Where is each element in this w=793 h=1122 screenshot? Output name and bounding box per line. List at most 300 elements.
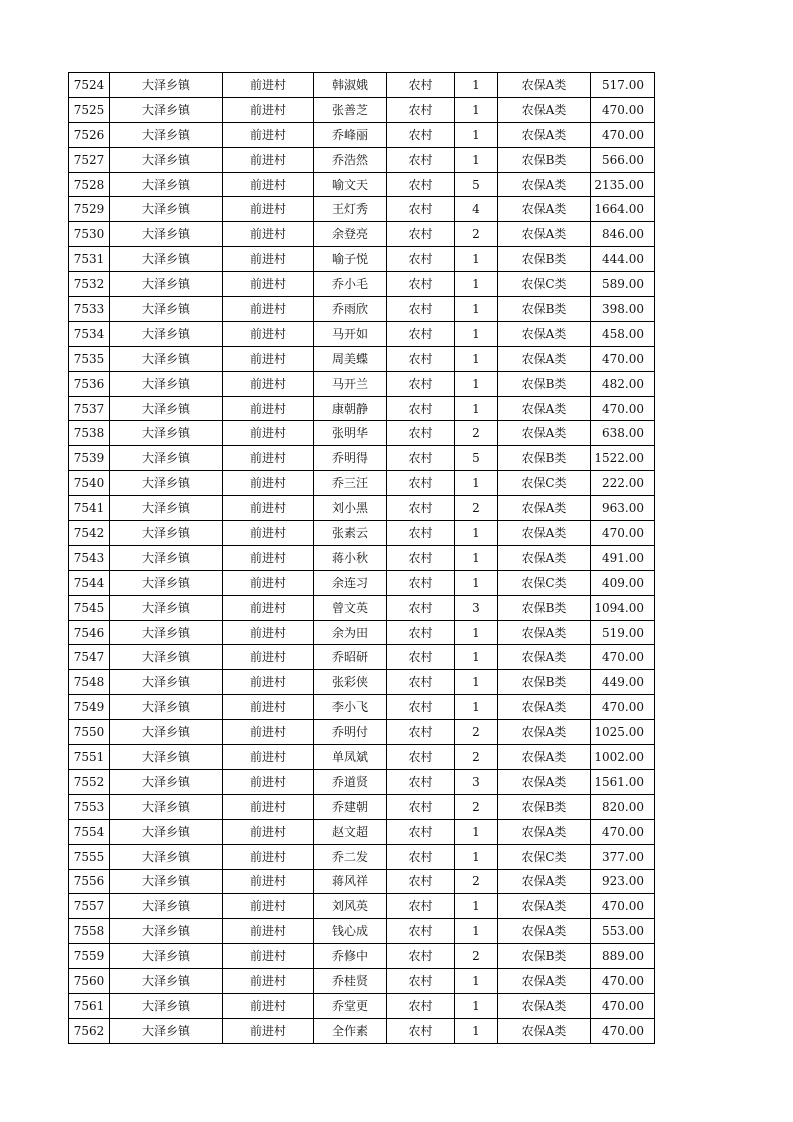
cell-township: 大泽乡镇 (110, 122, 223, 147)
cell-insurance-category: 农保A类 (498, 645, 591, 670)
cell-insurance-category: 农保B类 (498, 944, 591, 969)
cell-serial-number: 7556 (69, 869, 110, 894)
cell-household-type: 农村 (387, 297, 455, 322)
cell-household-type: 农村 (387, 346, 455, 371)
cell-person-name: 王灯秀 (314, 197, 387, 222)
cell-village: 前进村 (223, 819, 314, 844)
cell-serial-number: 7529 (69, 197, 110, 222)
cell-household-type: 农村 (387, 993, 455, 1018)
cell-amount: 2135.00 (591, 172, 655, 197)
cell-township: 大泽乡镇 (110, 172, 223, 197)
cell-serial-number: 7541 (69, 496, 110, 521)
cell-member-count: 1 (455, 471, 498, 496)
cell-amount: 638.00 (591, 421, 655, 446)
cell-amount: 1664.00 (591, 197, 655, 222)
cell-insurance-category: 农保C类 (498, 471, 591, 496)
cell-township: 大泽乡镇 (110, 944, 223, 969)
cell-village: 前进村 (223, 272, 314, 297)
cell-household-type: 农村 (387, 794, 455, 819)
cell-township: 大泽乡镇 (110, 695, 223, 720)
cell-township: 大泽乡镇 (110, 446, 223, 471)
cell-household-type: 农村 (387, 545, 455, 570)
cell-household-type: 农村 (387, 720, 455, 745)
table-row (69, 421, 655, 446)
cell-household-type: 农村 (387, 894, 455, 919)
cell-township: 大泽乡镇 (110, 720, 223, 745)
table-row (69, 147, 655, 172)
cell-village: 前进村 (223, 97, 314, 122)
cell-household-type: 农村 (387, 97, 455, 122)
cell-household-type: 农村 (387, 969, 455, 994)
cell-insurance-category: 农保A类 (498, 222, 591, 247)
table-row (69, 993, 655, 1018)
cell-serial-number: 7524 (69, 73, 110, 98)
cell-insurance-category: 农保A类 (498, 819, 591, 844)
cell-serial-number: 7555 (69, 844, 110, 869)
cell-person-name: 乔建朝 (314, 794, 387, 819)
cell-serial-number: 7535 (69, 346, 110, 371)
cell-village: 前进村 (223, 521, 314, 546)
cell-township: 大泽乡镇 (110, 272, 223, 297)
cell-serial-number: 7548 (69, 670, 110, 695)
cell-household-type: 农村 (387, 73, 455, 98)
table-row (69, 197, 655, 222)
table-row (69, 769, 655, 794)
cell-member-count: 1 (455, 521, 498, 546)
cell-village: 前进村 (223, 396, 314, 421)
cell-household-type: 农村 (387, 247, 455, 272)
cell-serial-number: 7534 (69, 321, 110, 346)
cell-township: 大泽乡镇 (110, 222, 223, 247)
cell-person-name: 余为田 (314, 620, 387, 645)
table-row (69, 695, 655, 720)
cell-insurance-category: 农保A类 (498, 421, 591, 446)
cell-insurance-category: 农保C类 (498, 272, 591, 297)
cell-serial-number: 7536 (69, 371, 110, 396)
cell-insurance-category: 农保A类 (498, 869, 591, 894)
cell-amount: 1025.00 (591, 720, 655, 745)
cell-person-name: 乔明付 (314, 720, 387, 745)
table-row (69, 346, 655, 371)
cell-village: 前进村 (223, 869, 314, 894)
cell-household-type: 农村 (387, 172, 455, 197)
cell-village: 前进村 (223, 919, 314, 944)
cell-insurance-category: 农保B类 (498, 446, 591, 471)
cell-township: 大泽乡镇 (110, 844, 223, 869)
table-row (69, 122, 655, 147)
cell-household-type: 农村 (387, 521, 455, 546)
cell-village: 前进村 (223, 993, 314, 1018)
table-body (69, 73, 655, 1044)
cell-member-count: 5 (455, 172, 498, 197)
cell-serial-number: 7545 (69, 595, 110, 620)
cell-township: 大泽乡镇 (110, 496, 223, 521)
table-row (69, 496, 655, 521)
cell-amount: 409.00 (591, 570, 655, 595)
cell-person-name: 刘风英 (314, 894, 387, 919)
cell-township: 大泽乡镇 (110, 645, 223, 670)
table-row (69, 545, 655, 570)
table-row (69, 272, 655, 297)
cell-amount: 482.00 (591, 371, 655, 396)
cell-amount: 846.00 (591, 222, 655, 247)
cell-serial-number: 7550 (69, 720, 110, 745)
cell-member-count: 1 (455, 620, 498, 645)
cell-household-type: 农村 (387, 396, 455, 421)
cell-household-type: 农村 (387, 869, 455, 894)
cell-amount: 1002.00 (591, 745, 655, 770)
cell-village: 前进村 (223, 645, 314, 670)
cell-household-type: 农村 (387, 620, 455, 645)
cell-member-count: 1 (455, 993, 498, 1018)
cell-serial-number: 7531 (69, 247, 110, 272)
cell-amount: 1094.00 (591, 595, 655, 620)
cell-village: 前进村 (223, 471, 314, 496)
cell-person-name: 乔道贤 (314, 769, 387, 794)
cell-township: 大泽乡镇 (110, 570, 223, 595)
cell-household-type: 农村 (387, 769, 455, 794)
cell-member-count: 1 (455, 147, 498, 172)
cell-insurance-category: 农保A类 (498, 695, 591, 720)
cell-person-name: 蒋风祥 (314, 869, 387, 894)
cell-person-name: 李小飞 (314, 695, 387, 720)
cell-person-name: 张素云 (314, 521, 387, 546)
cell-person-name: 乔浩然 (314, 147, 387, 172)
cell-village: 前进村 (223, 720, 314, 745)
cell-person-name: 单凤斌 (314, 745, 387, 770)
cell-amount: 470.00 (591, 894, 655, 919)
cell-amount: 222.00 (591, 471, 655, 496)
cell-serial-number: 7533 (69, 297, 110, 322)
cell-amount: 470.00 (591, 97, 655, 122)
table-row (69, 1018, 655, 1043)
table-row (69, 944, 655, 969)
cell-amount: 519.00 (591, 620, 655, 645)
cell-member-count: 1 (455, 247, 498, 272)
cell-serial-number: 7537 (69, 396, 110, 421)
cell-serial-number: 7547 (69, 645, 110, 670)
cell-person-name: 乔修中 (314, 944, 387, 969)
cell-member-count: 1 (455, 670, 498, 695)
cell-village: 前进村 (223, 620, 314, 645)
cell-village: 前进村 (223, 794, 314, 819)
cell-amount: 470.00 (591, 1018, 655, 1043)
cell-amount: 470.00 (591, 122, 655, 147)
cell-insurance-category: 农保C类 (498, 570, 591, 595)
cell-person-name: 康朝静 (314, 396, 387, 421)
cell-member-count: 1 (455, 570, 498, 595)
cell-household-type: 农村 (387, 446, 455, 471)
cell-serial-number: 7527 (69, 147, 110, 172)
cell-person-name: 张明华 (314, 421, 387, 446)
cell-person-name: 乔桂贤 (314, 969, 387, 994)
cell-township: 大泽乡镇 (110, 620, 223, 645)
cell-insurance-category: 农保A类 (498, 73, 591, 98)
cell-household-type: 农村 (387, 595, 455, 620)
table-row (69, 521, 655, 546)
cell-serial-number: 7539 (69, 446, 110, 471)
cell-person-name: 全作素 (314, 1018, 387, 1043)
cell-amount: 470.00 (591, 396, 655, 421)
cell-insurance-category: 农保B类 (498, 371, 591, 396)
cell-insurance-category: 农保B类 (498, 247, 591, 272)
cell-member-count: 1 (455, 894, 498, 919)
cell-household-type: 农村 (387, 321, 455, 346)
cell-township: 大泽乡镇 (110, 471, 223, 496)
cell-person-name: 乔二发 (314, 844, 387, 869)
cell-village: 前进村 (223, 695, 314, 720)
cell-person-name: 赵文超 (314, 819, 387, 844)
cell-village: 前进村 (223, 570, 314, 595)
cell-insurance-category: 农保A类 (498, 745, 591, 770)
cell-village: 前进村 (223, 222, 314, 247)
cell-serial-number: 7542 (69, 521, 110, 546)
cell-member-count: 3 (455, 595, 498, 620)
cell-serial-number: 7540 (69, 471, 110, 496)
cell-household-type: 农村 (387, 645, 455, 670)
cell-person-name: 张善芝 (314, 97, 387, 122)
table-row (69, 720, 655, 745)
cell-person-name: 周美蝶 (314, 346, 387, 371)
cell-amount: 923.00 (591, 869, 655, 894)
cell-amount: 444.00 (591, 247, 655, 272)
cell-serial-number: 7562 (69, 1018, 110, 1043)
cell-household-type: 农村 (387, 670, 455, 695)
cell-serial-number: 7551 (69, 745, 110, 770)
cell-member-count: 1 (455, 969, 498, 994)
cell-member-count: 2 (455, 222, 498, 247)
cell-township: 大泽乡镇 (110, 247, 223, 272)
cell-person-name: 韩淑娥 (314, 73, 387, 98)
cell-person-name: 乔堂更 (314, 993, 387, 1018)
cell-township: 大泽乡镇 (110, 421, 223, 446)
cell-township: 大泽乡镇 (110, 97, 223, 122)
cell-insurance-category: 农保A类 (498, 122, 591, 147)
cell-person-name: 乔峰丽 (314, 122, 387, 147)
cell-amount: 470.00 (591, 346, 655, 371)
cell-insurance-category: 农保A类 (498, 993, 591, 1018)
cell-member-count: 1 (455, 396, 498, 421)
cell-amount: 491.00 (591, 545, 655, 570)
cell-member-count: 1 (455, 321, 498, 346)
cell-village: 前进村 (223, 247, 314, 272)
cell-person-name: 钱心成 (314, 919, 387, 944)
cell-township: 大泽乡镇 (110, 969, 223, 994)
cell-amount: 470.00 (591, 819, 655, 844)
cell-serial-number: 7525 (69, 97, 110, 122)
cell-household-type: 农村 (387, 371, 455, 396)
cell-member-count: 1 (455, 122, 498, 147)
cell-insurance-category: 农保B类 (498, 794, 591, 819)
cell-village: 前进村 (223, 769, 314, 794)
cell-insurance-category: 农保A类 (498, 321, 591, 346)
cell-insurance-category: 农保B类 (498, 670, 591, 695)
cell-amount: 470.00 (591, 645, 655, 670)
cell-household-type: 农村 (387, 570, 455, 595)
cell-member-count: 1 (455, 346, 498, 371)
table-row (69, 396, 655, 421)
cell-township: 大泽乡镇 (110, 595, 223, 620)
table-row (69, 247, 655, 272)
cell-village: 前进村 (223, 321, 314, 346)
cell-insurance-category: 农保A类 (498, 521, 591, 546)
cell-amount: 889.00 (591, 944, 655, 969)
cell-member-count: 2 (455, 794, 498, 819)
table-row (69, 670, 655, 695)
table-row (69, 172, 655, 197)
cell-village: 前进村 (223, 944, 314, 969)
cell-amount: 377.00 (591, 844, 655, 869)
cell-insurance-category: 农保A类 (498, 496, 591, 521)
cell-township: 大泽乡镇 (110, 197, 223, 222)
cell-amount: 820.00 (591, 794, 655, 819)
cell-member-count: 1 (455, 844, 498, 869)
cell-village: 前进村 (223, 122, 314, 147)
cell-member-count: 2 (455, 421, 498, 446)
cell-person-name: 刘小黑 (314, 496, 387, 521)
table-row (69, 919, 655, 944)
cell-amount: 449.00 (591, 670, 655, 695)
cell-township: 大泽乡镇 (110, 321, 223, 346)
cell-amount: 517.00 (591, 73, 655, 98)
cell-member-count: 1 (455, 297, 498, 322)
table-row (69, 620, 655, 645)
cell-household-type: 农村 (387, 197, 455, 222)
cell-person-name: 乔三汪 (314, 471, 387, 496)
cell-township: 大泽乡镇 (110, 545, 223, 570)
cell-serial-number: 7557 (69, 894, 110, 919)
cell-amount: 1561.00 (591, 769, 655, 794)
cell-person-name: 余连习 (314, 570, 387, 595)
cell-household-type: 农村 (387, 421, 455, 446)
cell-village: 前进村 (223, 844, 314, 869)
cell-insurance-category: 农保A类 (498, 969, 591, 994)
beneficiary-table (68, 72, 655, 1044)
cell-household-type: 农村 (387, 695, 455, 720)
cell-serial-number: 7561 (69, 993, 110, 1018)
cell-amount: 1522.00 (591, 446, 655, 471)
cell-insurance-category: 农保A类 (498, 919, 591, 944)
cell-village: 前进村 (223, 745, 314, 770)
cell-member-count: 1 (455, 645, 498, 670)
cell-household-type: 农村 (387, 147, 455, 172)
cell-insurance-category: 农保A类 (498, 545, 591, 570)
cell-household-type: 农村 (387, 944, 455, 969)
cell-serial-number: 7546 (69, 620, 110, 645)
cell-amount: 470.00 (591, 993, 655, 1018)
cell-insurance-category: 农保A类 (498, 97, 591, 122)
table-row (69, 745, 655, 770)
cell-member-count: 2 (455, 720, 498, 745)
cell-member-count: 1 (455, 371, 498, 396)
cell-village: 前进村 (223, 371, 314, 396)
cell-amount: 398.00 (591, 297, 655, 322)
cell-person-name: 乔昭研 (314, 645, 387, 670)
cell-insurance-category: 农保B类 (498, 297, 591, 322)
cell-village: 前进村 (223, 421, 314, 446)
cell-township: 大泽乡镇 (110, 894, 223, 919)
cell-member-count: 5 (455, 446, 498, 471)
cell-insurance-category: 农保B类 (498, 595, 591, 620)
cell-township: 大泽乡镇 (110, 819, 223, 844)
table-row (69, 570, 655, 595)
cell-person-name: 乔小毛 (314, 272, 387, 297)
cell-person-name: 喻文天 (314, 172, 387, 197)
cell-person-name: 马开兰 (314, 371, 387, 396)
cell-amount: 553.00 (591, 919, 655, 944)
cell-serial-number: 7532 (69, 272, 110, 297)
cell-serial-number: 7528 (69, 172, 110, 197)
cell-household-type: 农村 (387, 745, 455, 770)
cell-person-name: 乔明得 (314, 446, 387, 471)
cell-person-name: 马开如 (314, 321, 387, 346)
cell-member-count: 4 (455, 197, 498, 222)
cell-person-name: 余登亮 (314, 222, 387, 247)
cell-insurance-category: 农保A类 (498, 197, 591, 222)
cell-township: 大泽乡镇 (110, 371, 223, 396)
table-row (69, 222, 655, 247)
cell-member-count: 1 (455, 919, 498, 944)
cell-village: 前进村 (223, 73, 314, 98)
cell-member-count: 2 (455, 944, 498, 969)
cell-member-count: 2 (455, 745, 498, 770)
cell-township: 大泽乡镇 (110, 993, 223, 1018)
cell-household-type: 农村 (387, 122, 455, 147)
table-row (69, 371, 655, 396)
table-row (69, 321, 655, 346)
cell-amount: 458.00 (591, 321, 655, 346)
cell-member-count: 1 (455, 819, 498, 844)
cell-village: 前进村 (223, 172, 314, 197)
cell-member-count: 2 (455, 496, 498, 521)
cell-serial-number: 7558 (69, 919, 110, 944)
cell-household-type: 农村 (387, 222, 455, 247)
table-row (69, 969, 655, 994)
cell-village: 前进村 (223, 297, 314, 322)
cell-insurance-category: 农保A类 (498, 620, 591, 645)
cell-serial-number: 7526 (69, 122, 110, 147)
cell-insurance-category: 农保A类 (498, 396, 591, 421)
cell-serial-number: 7559 (69, 944, 110, 969)
cell-person-name: 曾文英 (314, 595, 387, 620)
cell-member-count: 1 (455, 545, 498, 570)
cell-member-count: 1 (455, 695, 498, 720)
cell-village: 前进村 (223, 496, 314, 521)
cell-household-type: 农村 (387, 1018, 455, 1043)
cell-serial-number: 7530 (69, 222, 110, 247)
cell-amount: 963.00 (591, 496, 655, 521)
cell-insurance-category: 农保C类 (498, 844, 591, 869)
table-row (69, 819, 655, 844)
table-row (69, 595, 655, 620)
cell-village: 前进村 (223, 147, 314, 172)
cell-serial-number: 7554 (69, 819, 110, 844)
cell-insurance-category: 农保A类 (498, 894, 591, 919)
cell-township: 大泽乡镇 (110, 1018, 223, 1043)
cell-serial-number: 7544 (69, 570, 110, 595)
cell-township: 大泽乡镇 (110, 769, 223, 794)
cell-township: 大泽乡镇 (110, 745, 223, 770)
cell-household-type: 农村 (387, 844, 455, 869)
cell-serial-number: 7553 (69, 794, 110, 819)
cell-village: 前进村 (223, 197, 314, 222)
cell-person-name: 喻子悦 (314, 247, 387, 272)
cell-township: 大泽乡镇 (110, 670, 223, 695)
cell-village: 前进村 (223, 1018, 314, 1043)
cell-amount: 566.00 (591, 147, 655, 172)
cell-insurance-category: 农保A类 (498, 720, 591, 745)
cell-household-type: 农村 (387, 272, 455, 297)
